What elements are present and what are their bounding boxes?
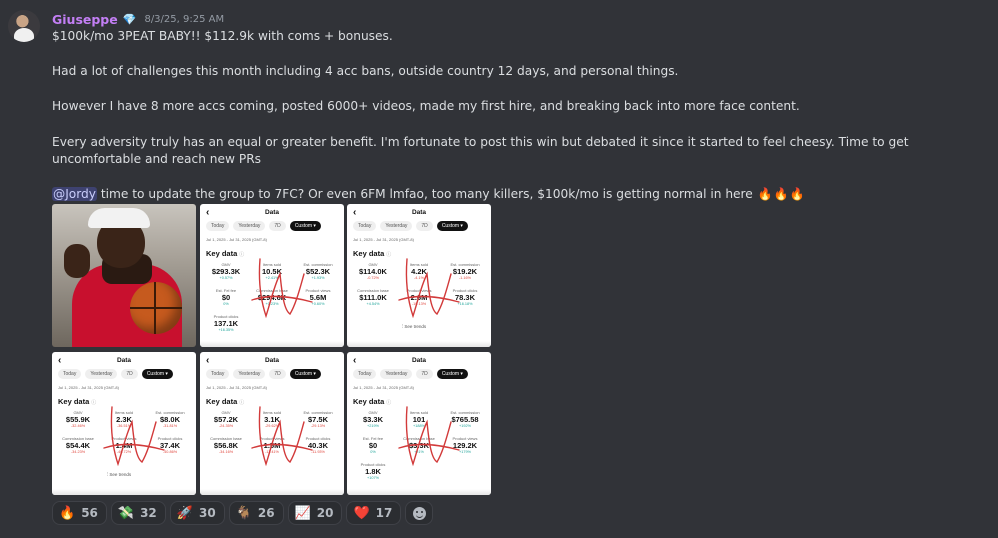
metric-value: 40.3K	[307, 441, 328, 450]
metric-card	[443, 288, 487, 306]
metric-value: $57.2K	[213, 415, 239, 424]
heart-icon: ❤️	[353, 505, 370, 521]
metric-value: 129.2K	[452, 441, 478, 450]
metric-change: +192%	[459, 424, 471, 428]
reaction-bar	[52, 501, 433, 525]
hand-shape	[64, 244, 90, 278]
reaction-button[interactable]	[52, 501, 107, 525]
metric-value: 10.5K	[261, 267, 282, 276]
metric-value: $52.3K	[305, 267, 331, 276]
metric-value: 78.3K	[454, 293, 475, 302]
data-screenshot[interactable]	[200, 352, 344, 495]
metric-label: Product views	[406, 288, 432, 293]
date-filter-pill: Yesterday	[233, 221, 265, 231]
metric-card	[351, 262, 395, 280]
metric-label: Product views	[305, 288, 331, 293]
metric-change: -34.16%	[218, 450, 234, 454]
screen-title: Data	[116, 357, 132, 364]
metric-label: Commission base	[210, 436, 242, 441]
back-chevron-icon: ‹	[58, 355, 62, 366]
message-line-mention	[52, 186, 982, 204]
metric-card	[296, 262, 340, 280]
metric-label: Product clicks	[305, 436, 331, 441]
reaction-count: 56	[81, 506, 98, 520]
metric-value: $55.9K	[65, 415, 91, 424]
bottom-fade	[200, 341, 344, 347]
metric-change: +0.57%	[219, 276, 233, 280]
date-filter-pills	[206, 221, 321, 231]
metric-card	[351, 462, 395, 480]
image-gallery	[52, 204, 492, 496]
metric-card	[102, 436, 146, 454]
date-range: Jul 1, 2025 - Jul 31, 2025 (GMT-8)	[206, 385, 267, 390]
metric-change: 0%	[223, 302, 229, 306]
metric-card	[250, 436, 294, 454]
basketball-icon	[130, 282, 182, 334]
metric-card	[443, 410, 487, 428]
metric-card	[56, 410, 100, 428]
message-line: Had a lot of challenges this month including 4 acc bans, outside country 12 days, and personal things.	[52, 64, 679, 79]
key-data-heading: Key data ⓘ	[353, 397, 392, 406]
metric-card	[250, 262, 294, 280]
metric-card	[351, 410, 395, 428]
info-icon: ⓘ	[239, 400, 245, 406]
metric-card	[296, 288, 340, 306]
metric-card	[102, 410, 146, 428]
metric-card	[56, 436, 100, 454]
metric-label: Product clicks	[360, 462, 386, 467]
message-header	[52, 10, 224, 28]
add-emoji-icon	[413, 507, 426, 520]
date-filter-pill: Today	[58, 369, 81, 379]
metric-value: $293.3K	[211, 267, 241, 276]
back-chevron-icon: ‹	[206, 207, 210, 218]
metric-card	[397, 262, 441, 280]
metric-value: $54.4K	[65, 441, 91, 450]
metric-card	[443, 436, 487, 454]
back-chevron-icon: ‹	[206, 355, 210, 366]
reaction-count: 20	[316, 506, 334, 520]
metric-card	[148, 436, 192, 454]
cap-shape	[88, 208, 150, 228]
author-avatar[interactable]	[8, 10, 40, 42]
metric-value: $0	[368, 441, 378, 450]
metric-label: Product views	[259, 436, 285, 441]
date-filter-pill: Today	[353, 221, 376, 231]
bottom-fade	[347, 341, 491, 347]
date-filter-pill: 7D	[121, 369, 137, 379]
metric-change: -34.23%	[70, 450, 86, 454]
metric-card	[204, 410, 248, 428]
metric-value: 137.1K	[213, 319, 239, 328]
date-filter-pill: Today	[206, 369, 229, 379]
metric-value: $7.5K	[307, 415, 328, 424]
screen-title: Data	[264, 209, 280, 216]
message-line: $100k/mo 3PEAT BABY!! $112.9k with coms + bonuses.	[52, 29, 393, 43]
metric-label: GMV	[368, 410, 378, 415]
message-line: Every adversity truly has an equal or greater benefit. I'm fortunate to post this win but debated it since it started to feel cheesy. Time to get uncomfortable and reach new PRs	[52, 134, 909, 167]
metric-change: -29.13%	[310, 424, 326, 428]
message-text: time to update the group to 7FC? Or even 6FM lmfao, too many killers, $100k/mo is getting normal in here	[96, 187, 757, 202]
metric-value: 101	[412, 415, 426, 424]
metric-change: -11.41%	[265, 450, 279, 454]
chart-increasing-icon: 📈	[294, 505, 311, 521]
goat-icon: 🐐	[235, 505, 252, 521]
metric-change: -24.35%	[218, 424, 234, 428]
reaction-button[interactable]	[229, 501, 284, 525]
metric-label: GMV	[221, 262, 231, 267]
data-screenshot[interactable]	[200, 204, 344, 347]
metric-change: -11.93%	[311, 450, 325, 454]
reaction-count: 30	[198, 506, 216, 520]
metric-change: -32.46%	[70, 424, 86, 428]
date-range: Jul 1, 2025 - Jul 31, 2025 (GMT-8)	[353, 385, 414, 390]
metric-label: Product views	[452, 436, 478, 441]
metric-label: Items sold	[262, 262, 282, 267]
metric-label: Commission base	[357, 288, 389, 293]
screen-title: Data	[264, 357, 280, 364]
key-data-heading: Key data ⓘ	[206, 249, 245, 258]
metric-value: 37.4K	[159, 441, 180, 450]
metric-card	[204, 262, 248, 280]
info-icon: ⓘ	[91, 400, 97, 406]
see-trends-link: ⫶ See trends	[402, 324, 427, 329]
metric-label: GMV	[73, 410, 83, 415]
message-line: However I have 8 more accs coming, posted 6000+ videos, made my first hire, and breaking back into more face content.	[52, 99, 800, 114]
metric-card	[351, 288, 395, 306]
metric-value: $8.0K	[159, 415, 180, 424]
metric-value: $111.0K	[359, 293, 387, 302]
metric-value: 1.8K	[365, 467, 381, 476]
author-username[interactable]: Giuseppe	[52, 11, 118, 27]
fire-emoji-group	[757, 187, 805, 201]
metric-card	[351, 436, 395, 454]
metric-card	[397, 436, 441, 454]
rocket-icon: 🚀	[176, 505, 193, 521]
metric-label: Product clicks	[452, 288, 478, 293]
date-filter-pill: Custom ▾	[437, 369, 468, 379]
date-filter-pill: Yesterday	[380, 369, 412, 379]
metric-change: -36.51%	[116, 424, 132, 428]
metric-value: $56.8K	[213, 441, 239, 450]
metric-label: Commission base	[403, 436, 435, 441]
metric-label: Product views	[111, 436, 137, 441]
metric-label: Est. commission	[303, 410, 333, 415]
metric-value: $765.58	[451, 415, 479, 424]
see-trends-link: ⫶ See trends	[107, 472, 132, 477]
metric-change: +4.54%	[366, 302, 380, 306]
metric-value: $0	[221, 293, 231, 302]
metric-change: 0%	[370, 450, 376, 454]
date-filter-pills	[58, 369, 173, 379]
metric-card	[204, 314, 248, 332]
metric-change: -46.72%	[116, 450, 132, 454]
metric-label: Commission base	[256, 288, 288, 293]
bottom-fade	[52, 489, 196, 495]
key-data-heading: Key data ⓘ	[58, 397, 97, 406]
metric-change: -4.1%	[414, 276, 424, 280]
metric-change: +1.93%	[311, 276, 325, 280]
date-range: Jul 1, 2025 - Jul 31, 2025 (GMT-8)	[206, 237, 267, 242]
metric-label: Items sold	[409, 410, 429, 415]
metric-value: 5.6M	[309, 293, 327, 302]
fire-icon: 🔥	[59, 505, 76, 521]
date-filter-pill: Custom ▾	[290, 369, 321, 379]
metric-card	[296, 410, 340, 428]
metric-label: Product clicks	[157, 436, 183, 441]
basketball-player-photo[interactable]	[52, 204, 196, 347]
date-filter-pill: 7D	[269, 221, 285, 231]
metric-change: +179%	[459, 450, 471, 454]
metric-card	[250, 410, 294, 428]
message-content	[52, 28, 982, 204]
reaction-button[interactable]	[111, 501, 166, 525]
metric-card	[443, 262, 487, 280]
reaction-count: 17	[375, 506, 393, 520]
metric-change: +0.60%	[311, 302, 325, 306]
metric-card	[397, 410, 441, 428]
data-screenshot[interactable]	[52, 352, 196, 495]
metric-label: Est. Fel fee	[215, 288, 237, 293]
data-screenshot[interactable]	[347, 352, 491, 495]
metric-value: 4.2K	[411, 267, 427, 276]
metric-label: Product clicks	[213, 314, 239, 319]
info-icon: ⓘ	[386, 252, 392, 258]
date-range: Jul 1, 2025 - Jul 31, 2025 (GMT-8)	[58, 385, 119, 390]
metric-card	[204, 436, 248, 454]
date-range: Jul 1, 2025 - Jul 31, 2025 (GMT-8)	[353, 237, 414, 242]
metric-change: +0.23%	[265, 302, 279, 306]
metric-value: 3.1K	[264, 415, 280, 424]
metric-change: +16.18%	[457, 302, 473, 306]
money-wings-icon: 💸	[117, 505, 135, 521]
date-filter-pill: Today	[206, 221, 229, 231]
metric-label: Items sold	[262, 410, 282, 415]
metric-label: Items sold	[114, 410, 134, 415]
metric-card	[148, 410, 192, 428]
metric-change: +21%	[414, 450, 424, 454]
reaction-count: 26	[257, 506, 275, 520]
message-timestamp[interactable]: 8/3/25, 9:25 AM	[144, 13, 225, 25]
date-filter-pill: 7D	[416, 221, 432, 231]
date-filter-pill: Yesterday	[85, 369, 117, 379]
bottom-fade	[200, 489, 344, 495]
date-filter-pill: Custom ▾	[437, 221, 468, 231]
metric-value: 1.5M	[263, 441, 281, 450]
data-screenshot[interactable]	[347, 204, 491, 347]
metric-change: +219%	[367, 424, 379, 428]
metric-value: 1.4M	[115, 441, 133, 450]
date-filter-pill: 7D	[416, 369, 432, 379]
metric-change: -10.13%	[411, 302, 427, 306]
metric-value: $3.3K	[408, 441, 429, 450]
date-filter-pill: Custom ▾	[142, 369, 173, 379]
metric-value: 2.6M	[410, 293, 428, 302]
reaction-button[interactable]	[288, 501, 343, 525]
metric-change: +2.41%	[265, 276, 279, 280]
fire-icon: 🔥	[789, 187, 805, 202]
screen-title: Data	[411, 357, 427, 364]
add-reaction-button[interactable]	[405, 501, 433, 525]
metric-label: Est. Fel fee	[362, 436, 384, 441]
metric-label: Items sold	[409, 262, 429, 267]
reaction-button[interactable]	[170, 501, 225, 525]
date-filter-pill: Custom ▾	[290, 221, 321, 231]
info-icon: ⓘ	[239, 252, 245, 258]
metric-value: $19.2K	[452, 267, 478, 276]
bottom-fade	[347, 489, 491, 495]
date-filter-pill: Yesterday	[233, 369, 265, 379]
screen-title: Data	[411, 209, 427, 216]
metric-card	[296, 436, 340, 454]
date-filter-pills	[353, 369, 468, 379]
metric-value: $3.3K	[362, 415, 383, 424]
key-data-heading: Key data ⓘ	[353, 249, 392, 258]
metric-label: Commission base	[62, 436, 94, 441]
reaction-button[interactable]	[346, 501, 401, 525]
metric-label: GMV	[221, 410, 231, 415]
fire-icon: 🔥	[773, 187, 789, 202]
metric-value: $294.6K	[257, 293, 287, 302]
metric-change: -40.86%	[162, 450, 178, 454]
metric-label: Est. commission	[450, 262, 480, 267]
metric-label: Est. commission	[303, 262, 333, 267]
metric-change: -29.62%	[264, 424, 280, 428]
date-filter-pill: Yesterday	[380, 221, 412, 231]
key-data-heading: Key data ⓘ	[206, 397, 245, 406]
metric-change: -0.72%	[366, 276, 380, 280]
date-filter-pill: Today	[353, 369, 376, 379]
metric-card	[204, 288, 248, 306]
date-filter-pill: 7D	[269, 369, 285, 379]
metric-label: Est. commission	[155, 410, 185, 415]
metric-value: $114.0K	[359, 267, 387, 276]
metric-change: -1.16%	[458, 276, 472, 280]
gem-icon: 💎	[122, 12, 137, 26]
metric-card	[397, 288, 441, 306]
metric-change: +107%	[367, 476, 379, 480]
back-chevron-icon: ‹	[353, 207, 357, 218]
back-chevron-icon: ‹	[353, 355, 357, 366]
user-mention[interactable]: @Jordy	[53, 187, 96, 202]
date-filter-pills	[206, 369, 321, 379]
metric-change: +188%	[413, 424, 425, 428]
reaction-count: 32	[140, 506, 157, 520]
fire-icon: 🔥	[757, 187, 773, 202]
date-filter-pills	[353, 221, 468, 231]
metric-value: 2.3K	[116, 415, 132, 424]
info-icon: ⓘ	[386, 400, 392, 406]
metric-label: Est. commission	[450, 410, 480, 415]
metric-card	[250, 288, 294, 306]
metric-change: -31.81%	[162, 424, 178, 428]
metric-label: GMV	[368, 262, 378, 267]
metric-change: +16.35%	[218, 328, 234, 332]
